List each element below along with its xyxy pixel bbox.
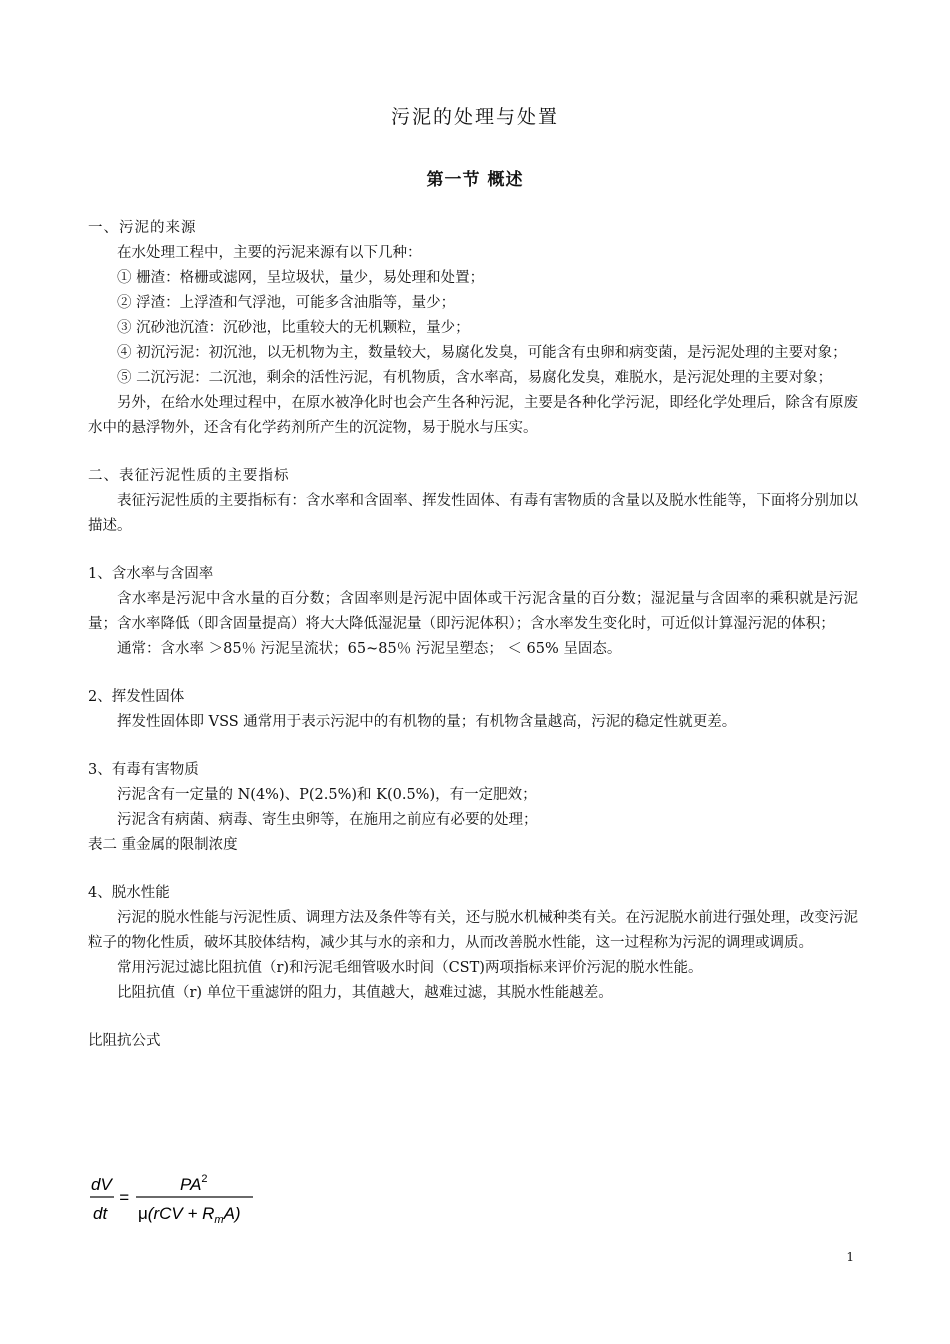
paragraph: 污泥含有病菌、病毒、寄生虫卵等，在施用之前应有必要的处理； [117,812,538,828]
list-item: ① 栅渣：格栅或滤网，呈垃圾状，量少，易处理和处置； [117,270,485,286]
list-item: ⑤ 二沉污泥：二沉池，剩余的活性污泥，有机物质，含水率高，易腐化发臭，难脱水，是污泥处理的主要对象； [117,370,833,386]
paragraph: 常用污泥过滤比阻抗值（r)和污泥毛细管吸水时间（CST)两项指标来评价污泥的脱水性能。 [117,960,703,976]
paragraph: 在水处理工程中，主要的污泥来源有以下几种： [117,245,422,261]
formula-rhs-denominator: $\mu(rCV + R_mA)$ [138,1204,241,1226]
paragraph: 污泥的脱水性能与污泥性质、调理方法及条件等有关，还与脱水机械种类有关。在污泥脱水前进行强处理，改变污泥粒子的物化性质，破坏其胶体结构，减少其与水的亲和力，从而改善脱水性能，这一过程称为污泥的调理或调质。 [88,910,858,951]
formula-lhs-denominator: dt [93,1204,108,1223]
heading-toxic-substances: 3、有毒有害物质 [88,762,199,778]
formula-rhs-numerator: $PA^2$ [180,1173,208,1194]
paragraph: 含水率是污泥中含水量的百分数；含固率则是污泥中固体或干污泥含量的百分数；湿泥量与含固率的乘积就是污泥量；含水率降低（即含固量提高）将大大降低湿泥量（即污泥体积）；含水率发生变化时，可近似计算湿污泥的体积； [88,591,858,632]
heading-water-content: 1、含水率与含固率 [88,566,214,582]
paragraph: 污泥含有一定量的 N(4%)、P(2.5%)和 K(0.5%)，有一定肥效； [117,787,537,803]
paragraph: 比阻抗值（r) 单位干重滤饼的阻力，其值越大，越难过滤，其脱水性能越差。 [117,985,613,1001]
table-caption: 表二 重金属的限制浓度 [88,837,238,853]
document-body [88,216,858,1054]
page-number: 1 [846,1250,854,1264]
heading-volatile-solids: 2、挥发性固体 [88,689,185,705]
formula-graphic [88,1168,268,1226]
formula-label: 比阻抗公式 [88,1033,161,1049]
formula-equals: = [119,1188,129,1207]
heading-dewatering: 4、脱水性能 [88,885,170,901]
paragraph: 表征污泥性质的主要指标有：含水率和含固率、挥发性固体、有毒有害物质的含量以及脱水性能等，下面将分别加以描述。 [88,493,858,534]
list-item: ④ 初沉污泥：初沉池，以无机物为主，数量较大，易腐化发臭，可能含有虫卵和病变菌，是污泥处理的主要对象； [117,345,847,361]
list-item: ③ 沉砂池沉渣：沉砂池，比重较大的无机颗粒，量少； [117,320,470,336]
list-item: ② 浮渣：上浮渣和气浮池，可能多含油脂等，量少； [117,295,456,311]
heading-sludge-sources: 一、污泥的来源 [88,220,197,236]
paragraph: 通常：含水率 ＞85％ 污泥呈流状；65~85％ 污泥呈塑态； ＜ 65% 呈固态。 [117,641,622,657]
document-title: 污泥的处理与处置 [390,106,559,128]
heading-sludge-indicators: 二、表征污泥性质的主要指标 [88,468,290,484]
paragraph: 挥发性固体即 VSS 通常用于表示污泥中的有机物的量；有机物含量越高，污泥的稳定性就更差。 [117,714,737,730]
specific-resistance-formula [88,1168,268,1230]
formula-lhs-numerator: dV [91,1175,112,1194]
paragraph: 另外，在给水处理过程中，在原水被净化时也会产生各种污泥，主要是各种化学污泥，即经化学处理后，除含有原废水中的悬浮物外，还含有化学药剂所产生的沉淀物，易于脱水与压实。 [88,395,858,436]
section-title: 第一节 概述 [426,170,524,190]
